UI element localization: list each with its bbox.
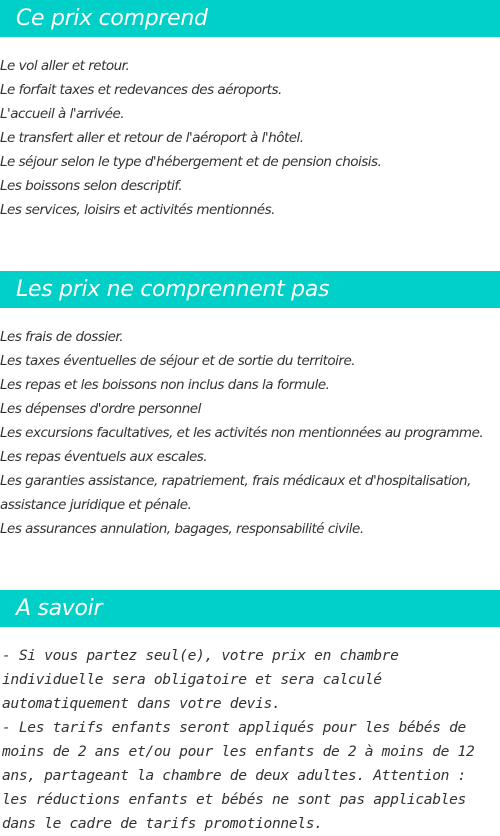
list-item: Les dépenses d'ordre personnel	[0, 401, 201, 417]
note-children-rates: - Les tarifs enfants seront appliqués pour les bébés de moins de 2 ans et/ou pour les enfants de 2 à moins de 12 ans, partageant la chambre de deux adultes. Attention : les réductions enfants et bébés ne sont pas applicables dans le cadre de tarifs promotionnels.	[2, 719, 475, 832]
section-title-price-includes: Ce prix comprend	[0, 0, 500, 37]
list-item: Les frais de dossier.	[0, 329, 124, 345]
list-item: Le transfert aller et retour de l'aéroport à l'hôtel.	[0, 130, 304, 146]
list-item: Les services, loisirs et activités mentionnés.	[0, 202, 275, 218]
list-item: Les repas éventuels aux escales.	[0, 449, 208, 465]
list-item: Les boissons selon descriptif.	[0, 178, 183, 194]
included-items-list	[0, 54, 500, 222]
list-item: Le vol aller et retour.	[0, 58, 130, 74]
good-to-know-notes	[0, 644, 498, 836]
excluded-items-list	[0, 325, 500, 541]
list-item: Les excursions facultatives, et les activités non mentionnées au programme.	[0, 425, 484, 441]
section-price-includes	[0, 0, 500, 222]
section-price-excludes	[0, 271, 500, 541]
section-title-price-excludes: Les prix ne comprennent pas	[0, 271, 500, 308]
list-item: Le forfait taxes et redevances des aéroports.	[0, 82, 282, 98]
list-item: Le séjour selon le type d'hébergement et de pension choisis.	[0, 154, 382, 170]
list-item: Les repas et les boissons non inclus dans la formule.	[0, 377, 330, 393]
list-item: Les garanties assistance, rapatriement, frais médicaux et d'hospitalisation, assistance juridique et pénale.	[0, 473, 471, 513]
list-item: Les assurances annulation, bagages, responsabilité civile.	[0, 521, 364, 537]
section-good-to-know	[0, 590, 500, 836]
list-item: Les taxes éventuelles de séjour et de sortie du territoire.	[0, 353, 356, 369]
note-single-traveler: - Si vous partez seul(e), votre prix en chambre individuelle sera obligatoire et sera calculé automatiquement dans votre devis.	[2, 647, 399, 712]
section-title-good-to-know: A savoir	[0, 590, 500, 627]
list-item: L'accueil à l'arrivée.	[0, 106, 125, 122]
